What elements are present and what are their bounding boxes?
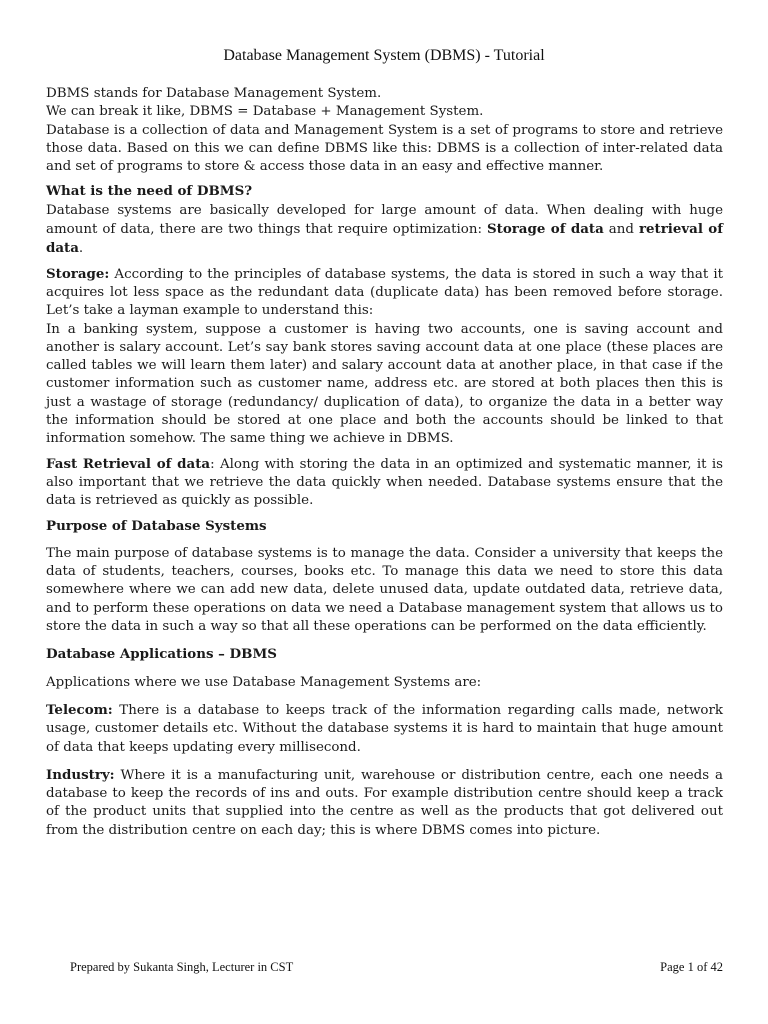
applications-heading-text: Database Applications – DBMS <box>46 646 277 663</box>
industry-paragraph <box>46 766 723 840</box>
telecom-label: Telecom: <box>46 701 113 718</box>
purpose-heading-text: Purpose of Database Systems <box>46 517 267 534</box>
telecom-paragraph <box>46 701 723 757</box>
retrieval-paragraph <box>46 455 723 511</box>
need-bold-retrieval: retrieval of data <box>46 221 723 257</box>
industry-label: Industry: <box>46 766 115 783</box>
footer-page-number: Page 1 of 42 <box>660 960 723 974</box>
retrieval-text: : Along with storing the data in an optimized and systematic manner, it is also important that we retrieve the data quickly when needed. Database systems ensure that the data is retrieved as quickly as possible. <box>46 456 723 509</box>
need-end: . <box>78 241 84 257</box>
retrieval-label: Fast Retrieval of data <box>46 455 211 472</box>
need-paragraph <box>46 202 723 259</box>
need-bold-storage: Storage of data <box>486 221 604 238</box>
applications-intro: Applications where we use Database Management Systems are: <box>46 674 482 690</box>
telecom-text: There is a database to keeps track of the information regarding calls made, network usage, customer details etc. Without the database systems it is hard to maintain that huge amount of data that keeps updating every millisecond. <box>46 702 723 755</box>
applications-heading <box>46 645 723 664</box>
need-text: Database systems are basically developed for large amount of data. When dealing with huge amount of data, there are two things that require optimization: <box>46 202 723 238</box>
storage-example: In a banking system, suppose a customer is having two accounts, one is saving account and another is salary account. Let’s say bank stores saving account data at one place (these places are called tables we will learn them later) and salary account data at another place, in that case if the customer information such as customer name, address etc. are stored at both places then this is just a wastage of storage (redundancy/ duplication of data), to organize the data in a better way the information should be stored at one place and both the accounts should be linked to that information somehow. The same thing we achieve in DBMS. <box>46 321 723 447</box>
intro-line-2: We can break it like, DBMS = Database + Management System. <box>46 104 484 120</box>
intro-line-1: DBMS stands for Database Management System. <box>46 86 382 101</box>
need-and: and <box>603 222 639 238</box>
footer-author: Prepared by Sukanta Singh, Lecturer in CST <box>70 960 294 974</box>
storage-paragraph <box>46 265 723 321</box>
document-body <box>46 85 723 840</box>
purpose-heading <box>46 517 723 536</box>
storage-text: According to the principles of database systems, the data is stored in such a way that it acquires lot less space as the redundant data (duplicate data) has been removed before storage. Let’s take a layman example to understand this: <box>46 266 723 319</box>
industry-text: Where it is a manufacturing unit, warehouse or distribution centre, each one needs a database to keep the records of ins and outs. For example distribution centre should keep a track of the product units that supplied into the centre as well as the products that got delivered out from the distribution centre on each day; this is where DBMS comes into picture. <box>46 767 723 838</box>
storage-label: Storage: <box>46 265 110 282</box>
purpose-paragraph: The main purpose of database systems is to manage the data. Consider a university that keeps the data of students, teachers, courses, books etc. To manage this data we need to store this data somewhere where we can add new data, delete unused data, update outdated data, retrieve data, and to perform these operations on data we need a Database management system that allows us to store the data in such a way so that all these operations can be performed on the data efficiently. <box>46 545 723 635</box>
page-title: Database Management System (DBMS) - Tutorial <box>223 47 545 64</box>
need-heading <box>46 182 723 201</box>
intro-line-3: Database is a collection of data and Management System is a set of programs to store and retrieve those data. Based on this we can define DBMS like this: DBMS is a collection of inter-related data and set of programs to store & access those data in an easy and effective manner. <box>46 122 723 175</box>
need-heading-text: What is the need of DBMS? <box>46 183 253 200</box>
